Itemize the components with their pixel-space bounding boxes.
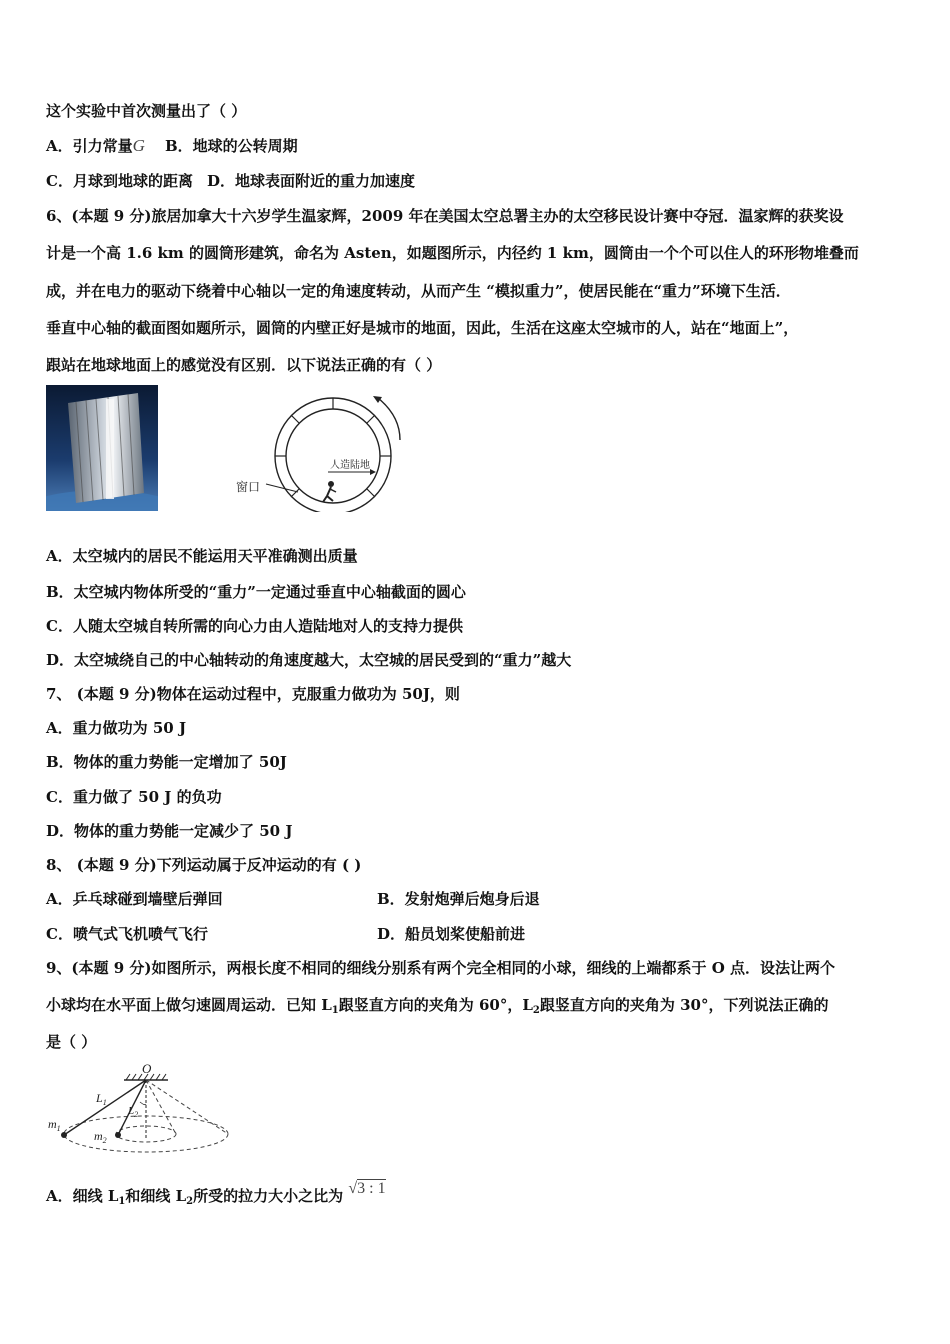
q5-stem: 这个实验中首次测量出了（ ） [46, 102, 247, 120]
q9-stem-line2: 小球均在水平面上做匀速圆周运动．已知 $L_1$跟竖直方向的夹角为 60°，$L_2$跟竖直方向的夹角为 30°，下列说法正确的 [46, 996, 829, 1016]
q6-stem-line4: 垂直中心轴的截面图如题所示，圆筒的内壁正好是城市的地面，因此，生活在这座太空城市的人，站在“地面上”， [46, 319, 799, 337]
label-l1: $L_1$ [96, 1091, 107, 1107]
label-point-o: O [142, 1062, 152, 1076]
conical-pendulum-diagram [46, 1062, 236, 1162]
ratio-formula: √3 : 1 [348, 1180, 386, 1197]
q6-stem-line1: 6、(本题 9 分)旅居加拿大十六岁学生温家辉，2009 年在美国太空总署主办的太空移民设计赛中夺冠．温家辉的获奖设 [46, 207, 844, 225]
space-city-photo [46, 385, 158, 511]
q8-option-c: C．喷气式飞机喷气飞行 [46, 925, 208, 943]
q7-option-b: B．物体的重力势能一定增加了 50J [46, 753, 287, 771]
label-l2: $L_2$ [128, 1105, 139, 1119]
q7-stem: 7、 (本题 9 分)物体在运动过程中，克服重力做功为 50J，则 [46, 685, 460, 703]
arrow-icon [370, 469, 376, 475]
q8-option-a: A．乒乓球碰到墙壁后弹回 [46, 890, 223, 908]
q6-option-b: B．太空城内物体所受的“重力”一定通过垂直中心轴截面的圆心 [46, 583, 466, 601]
ball-m2 [115, 1132, 121, 1138]
q9-option-a: A．细线 $L_1$和细线 $L_2$所受的拉力大小之比为 √3 : 1 [46, 1180, 386, 1207]
q6-stem-line2: 计是一个高 1.6 km 的圆筒形建筑，命名为 Asten，如题图所示，内径约 1 km，圆筒由一个个可以住人的环形物堆叠而 [46, 244, 859, 262]
q6-option-c: C．人随太空城自转所需的向心力由人造陆地对人的支持力提供 [46, 617, 463, 635]
q6-stem-line3: 成，并在电力的驱动下绕着中心轴以一定的角速度转动，从而产生 “模拟重力”，使居民能在“重力”环境下生活． [46, 282, 791, 300]
label-artificial-ground: 人造陆地 [330, 460, 370, 471]
cross-section-diagram [230, 388, 410, 512]
q8-option-b: B．发射炮弹后炮身后退 [377, 890, 540, 908]
q6-stem-line5: 跟站在地球地面上的感觉没有区别．以下说法正确的有（ ） [46, 356, 442, 374]
label-window: 窗口 [236, 480, 261, 494]
q5-options-ab: A．引力常量G B．地球的公转周期 [46, 136, 298, 155]
q9-stem-line3: 是（ ） [46, 1033, 97, 1051]
label-m2: $m_2$ [94, 1129, 107, 1145]
q8-stem: 8、 (本题 9 分)下列运动属于反冲运动的有 ( ) [46, 856, 362, 874]
q5-options-cd: C．月球到地球的距离 D．地球表面附近的重力加速度 [46, 172, 415, 190]
label-m1: $m_1$ [48, 1117, 61, 1133]
q8-option-d: D．船员划桨使船前进 [377, 925, 526, 943]
q9-stem-line1: 9、(本题 9 分)如图所示，两根长度不相同的细线分别系有两个完全相同的小球，细线的上端都系于 O 点．设法让两个 [46, 959, 836, 977]
q6-option-d: D．太空城绕自己的中心轴转动的角速度越大，太空城的居民受到的“重力”越大 [46, 651, 572, 669]
ball-m1 [61, 1132, 67, 1138]
person-icon [323, 481, 336, 502]
q6-option-a: A．太空城内的居民不能运用天平准确测出质量 [46, 547, 358, 565]
q7-option-a: A．重力做功为 50 J [46, 719, 187, 737]
q7-option-d: D．物体的重力势能一定减少了 50 J [46, 822, 293, 840]
q7-option-c: C．重力做了 50 J 的负功 [46, 788, 222, 806]
